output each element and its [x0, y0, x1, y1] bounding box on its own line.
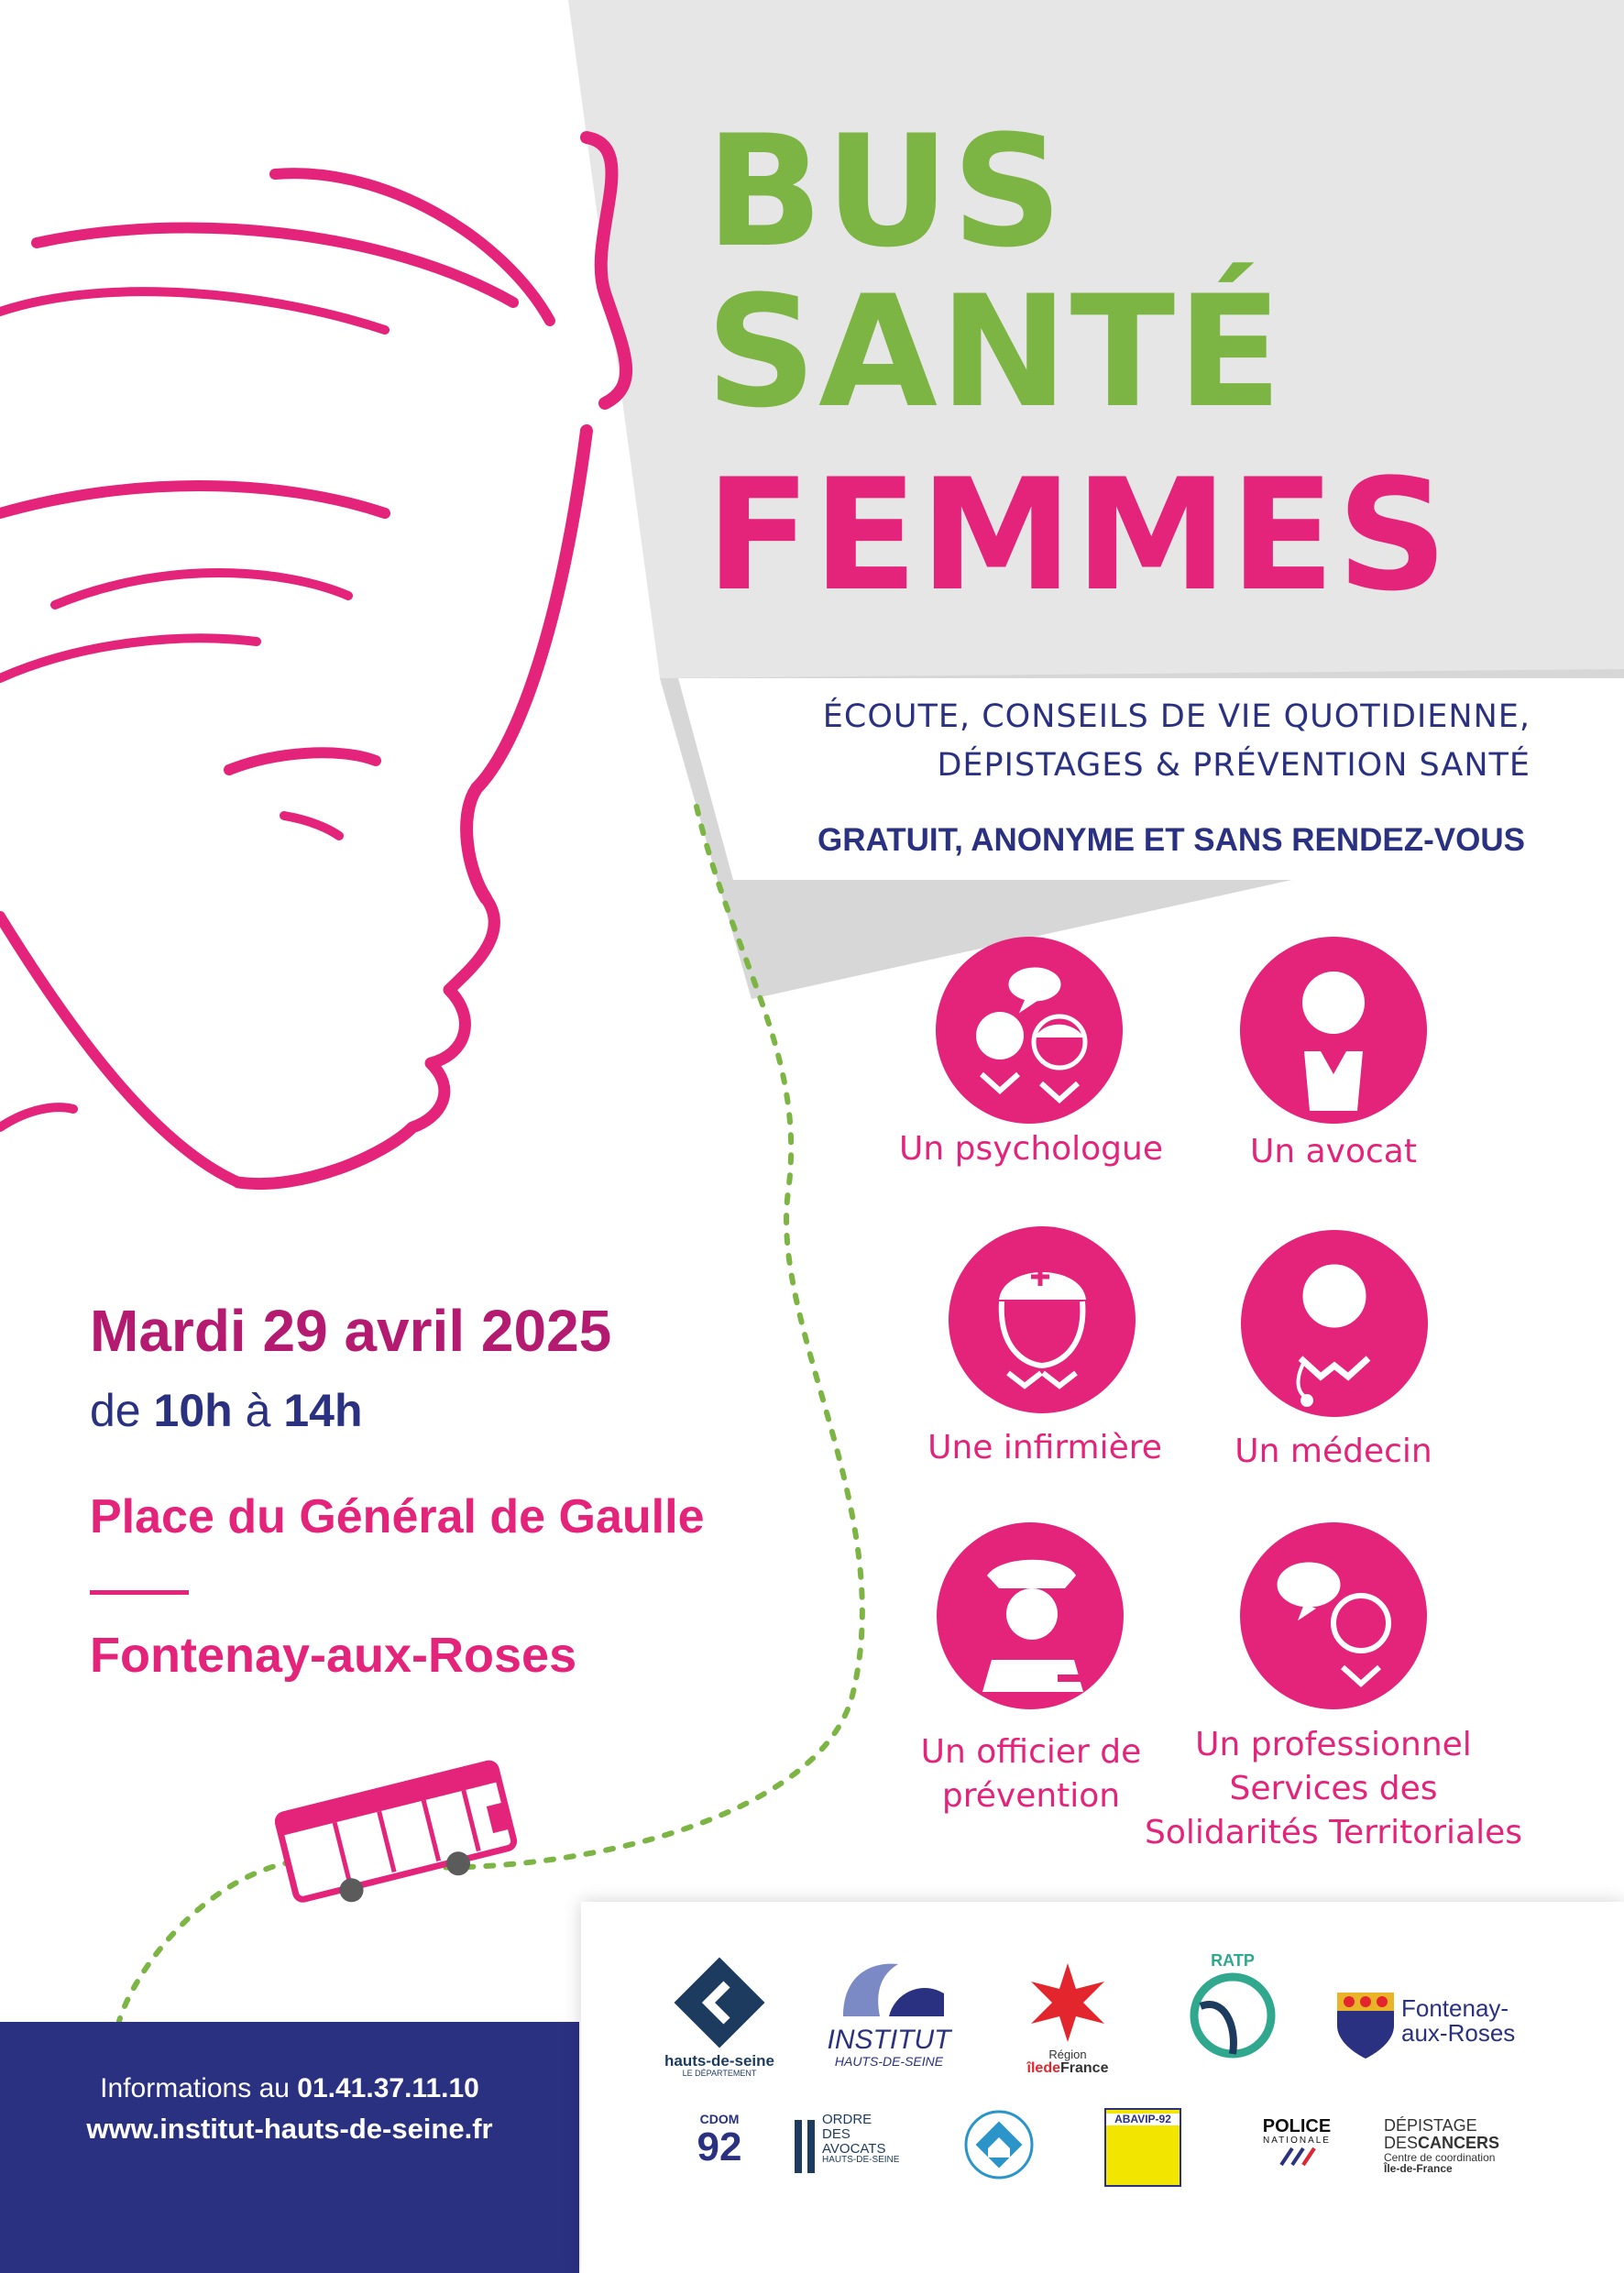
- cdom-label: CDOM: [699, 2112, 740, 2126]
- logo-fontenay-aux-roses: [1333, 1989, 1535, 2060]
- role-label-police-line2: prévention: [941, 1777, 1121, 1815]
- depistage-line3: Centre de coordination: [1384, 2150, 1496, 2164]
- region-star-icon: [1026, 1961, 1109, 2044]
- ratp-label: RATP: [1211, 1951, 1255, 1970]
- logo-abavip: [1104, 2108, 1185, 2187]
- institut-name: INSTITUT: [827, 2025, 951, 2055]
- time-mid: à: [245, 1385, 271, 1436]
- logo-depistage-cancers: [1384, 2117, 1549, 2175]
- role-label-social-line2: Services des: [1229, 1770, 1438, 1807]
- ratp-logo-icon: [1182, 1970, 1283, 2061]
- logo-cdom: [669, 2113, 770, 2169]
- fontenay-line1: Fontenay-: [1401, 1994, 1509, 2022]
- region-france: France: [1060, 2059, 1109, 2076]
- title-line-bus: BUS: [706, 102, 1065, 281]
- depistage-line4: Île-de-France: [1384, 2162, 1453, 2176]
- ordre-columns-icon: [793, 2113, 818, 2177]
- ordre-line3: AVOCATS: [822, 2140, 886, 2157]
- woman-face-illustration: [0, 0, 697, 1246]
- time-prefix: de: [90, 1385, 141, 1436]
- event-city: Fontenay-aux-Roses: [90, 1628, 577, 1683]
- info-box: [0, 2022, 579, 2273]
- cdom-number: 92: [697, 2124, 742, 2169]
- institut-sub: HAUTS-DE-SEINE: [834, 2053, 944, 2069]
- fontenay-line2: aux-Roses: [1401, 2019, 1516, 2048]
- hds-name: hauts-de-seine: [664, 2052, 774, 2070]
- logo-ratp: [1173, 1952, 1292, 2066]
- event-time: [90, 1384, 363, 1437]
- bus-illustration: [275, 1760, 522, 1906]
- role-label-doctor: Un médecin: [1234, 1433, 1432, 1470]
- region-label: Région: [1048, 2048, 1087, 2061]
- fontenay-shield-icon: [1333, 1989, 1398, 2060]
- title-line-sante: SANTÉ: [706, 262, 1284, 442]
- ordre-line4: HAUTS-DE-SEINE: [822, 2155, 900, 2166]
- police-line1: POLICE: [1262, 2116, 1332, 2136]
- role-label-police-line1: Un officier de: [920, 1733, 1142, 1771]
- doctor-icon: [1241, 1230, 1428, 1417]
- role-label-psychologist: Un psychologue: [899, 1130, 1163, 1168]
- psychologist-icon: [936, 937, 1123, 1124]
- police-officer-icon: [937, 1522, 1124, 1709]
- logo-police-nationale: [1242, 2117, 1352, 2171]
- time-end: 14h: [283, 1385, 363, 1436]
- event-place: Place du Général de Gaulle: [90, 1490, 705, 1543]
- habitat-logo-icon: [962, 2108, 1036, 2181]
- role-label-social-line1: Un professionnel: [1195, 1726, 1472, 1763]
- social-worker-icon: [1240, 1522, 1427, 1709]
- abavip-label: ABAVIP-92: [1106, 2114, 1180, 2125]
- lawyer-icon: [1240, 937, 1427, 1124]
- region-ile: îlede: [1026, 2059, 1060, 2076]
- info-website: www.institut-hauts-de-seine.fr: [86, 2113, 493, 2145]
- police-line2: NATIONALE: [1263, 2136, 1331, 2146]
- role-label-lawyer: Un avocat: [1250, 1133, 1417, 1170]
- ordre-line1: ORDRE: [822, 2112, 872, 2127]
- role-label-social-line3: Solidarités Territoriales: [1145, 1814, 1522, 1851]
- institut-logo-icon: [825, 1957, 953, 2021]
- title-line-femmes: FEMMES: [706, 445, 1450, 625]
- info-prefix: Informations au: [100, 2073, 290, 2103]
- depistage-line1: DÉPISTAGE: [1384, 2116, 1477, 2135]
- info-phone-line: [0, 2073, 579, 2104]
- depistage-des: DES: [1384, 2133, 1419, 2152]
- separator: [90, 1590, 189, 1595]
- police-flag-icon: [1274, 2147, 1320, 2167]
- logo-ordre-avocats: [793, 2113, 921, 2177]
- role-label-nurse: Une infirmière: [927, 1429, 1162, 1466]
- depistage-cancers: CANCERS: [1418, 2133, 1500, 2152]
- logo-institut: [816, 1957, 962, 2068]
- logo-hauts-de-seine: [651, 1957, 788, 2078]
- logo-region-idf: [1008, 1961, 1127, 2076]
- logo-habitat: [962, 2108, 1036, 2186]
- time-start: 10h: [153, 1385, 233, 1436]
- free-anonymous-banner: GRATUIT, ANONYME ET SANS RENDEZ-VOUS: [817, 822, 1525, 858]
- nurse-icon: [949, 1226, 1136, 1413]
- event-date: Mardi 29 avril 2025: [90, 1298, 612, 1364]
- subtitle-line-2: DÉPISTAGES & PRÉVENTION SANTÉ: [937, 747, 1531, 784]
- subtitle-line-1: ÉCOUTE, CONSEILS DE VIE QUOTIDIENNE,: [822, 698, 1531, 735]
- hds-sub: LE DÉPARTEMENT: [682, 2068, 757, 2078]
- hauts-de-seine-logo-icon: [674, 1957, 765, 2048]
- ordre-line2: DES: [822, 2125, 850, 2142]
- info-phone: 01.41.37.11.10: [297, 2073, 479, 2103]
